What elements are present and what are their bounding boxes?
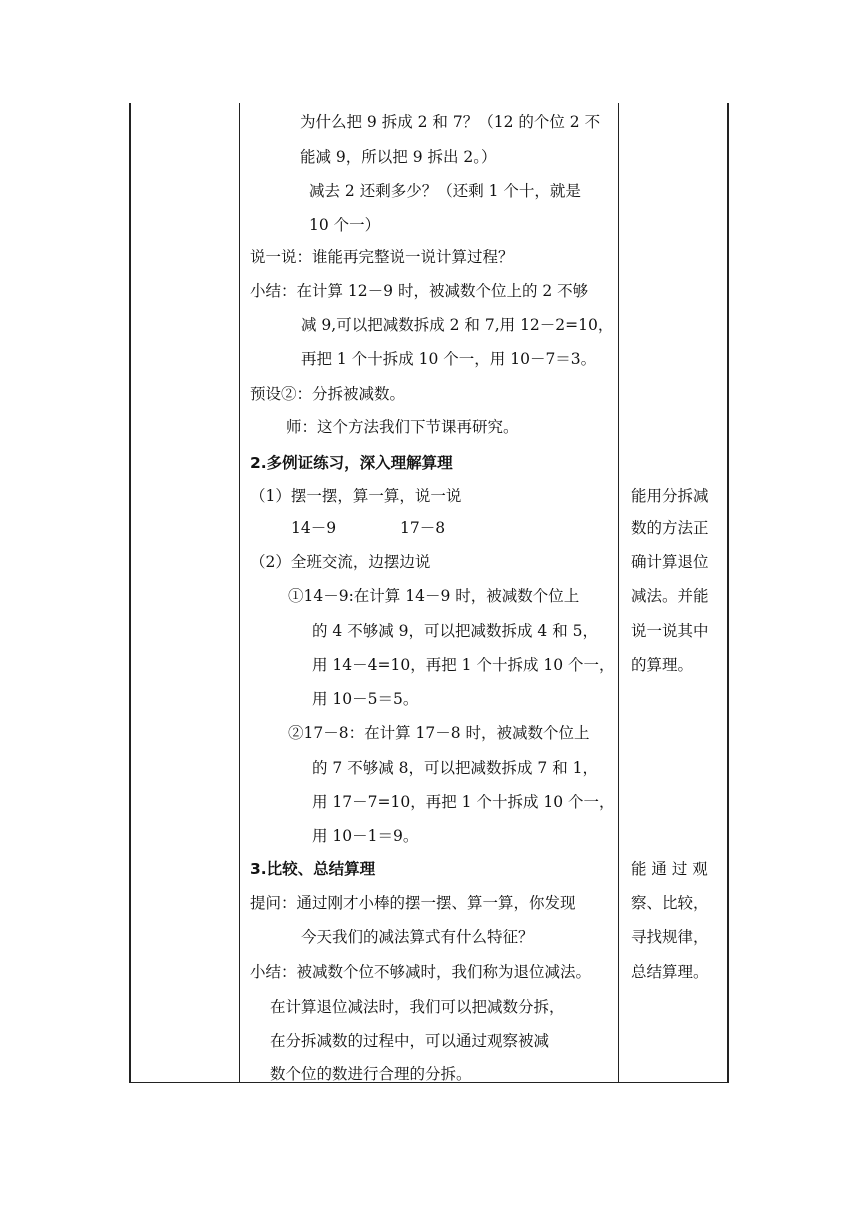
text-line: 的 7 不够减 8，可以把减数拆成 7 和 1， bbox=[312, 759, 599, 777]
text-line: 预设②：分拆被减数。 bbox=[250, 385, 406, 403]
text-line: 用 10－5＝5。 bbox=[312, 690, 419, 708]
text-line: ①14－9:在计算 14－9 时，被减数个位上 bbox=[288, 587, 580, 605]
intent-line: 说一说其中 bbox=[631, 622, 709, 640]
intent-line: 寻找规律， bbox=[631, 928, 709, 946]
text-line: 减去 2 还剩多少？（还剩 1 个十，就是 bbox=[309, 182, 581, 200]
text-line: 在计算退位减法时，我们可以把减数分拆， bbox=[270, 998, 565, 1016]
text-line: 今天我们的减法算式有什么特征？ bbox=[301, 928, 534, 946]
intent-line: 察、比较， bbox=[631, 894, 709, 912]
text-line: 小结：在计算 12－9 时，被减数个位上的 2 不够 bbox=[250, 282, 589, 300]
text-line: 10 个一） bbox=[309, 216, 381, 234]
text-line: 在分拆减数的过程中，可以通过观察被减 bbox=[270, 1032, 550, 1050]
text-line: 师：这个方法我们下节课再研究。 bbox=[286, 418, 519, 436]
intent-line: 减法。并能 bbox=[631, 587, 709, 605]
text-line: 减 9,可以把减数拆成 2 和 7,用 12－2=10， bbox=[301, 316, 614, 334]
intent-line: 数的方法正 bbox=[631, 519, 709, 537]
text-line: 用 10－1＝9。 bbox=[312, 827, 419, 845]
table-border-left bbox=[129, 103, 131, 1083]
intent-line: 总结算理。 bbox=[631, 963, 709, 981]
column-design-intent bbox=[619, 103, 729, 1083]
text-line: 再把 1 个十拆成 10 个一，用 10－7＝3。 bbox=[301, 350, 597, 368]
text-line: 为什么把 9 拆成 2 和 7？（12 的个位 2 不 bbox=[300, 113, 601, 131]
expression: 14－9 bbox=[291, 519, 337, 537]
text-line: 能减 9，所以把 9 拆出 2。） bbox=[300, 148, 497, 166]
text-line: （2）全班交流，边摆边说 bbox=[250, 553, 431, 571]
text-line: 说一说：谁能再完整说一说计算过程？ bbox=[250, 248, 514, 266]
lesson-table bbox=[129, 103, 729, 1083]
column-teaching-process bbox=[240, 103, 619, 1083]
text-line: ②17－8：在计算 17－8 时，被减数个位上 bbox=[288, 724, 590, 742]
section-heading: 2.多例证练习，深入理解算理 bbox=[250, 454, 453, 472]
text-line: 用 14－4=10，再把 1 个十拆成 10 个一， bbox=[312, 656, 615, 674]
text-line: 提问：通过刚才小棒的摆一摆、算一算，你发现 bbox=[250, 894, 576, 912]
intent-line: 能用分拆减 bbox=[631, 487, 709, 505]
section-heading: 3.比较、总结算理 bbox=[250, 860, 376, 878]
text-line: 小结：被减数个位不够减时，我们称为退位减法。 bbox=[250, 963, 592, 981]
intent-line: 的算理。 bbox=[631, 656, 694, 674]
expression: 17－8 bbox=[400, 519, 446, 537]
text-line: 的 4 不够减 9，可以把减数拆成 4 和 5， bbox=[312, 622, 599, 640]
intent-line: 能 通 过 观 bbox=[631, 860, 708, 878]
text-line: 用 17－7=10，再把 1 个十拆成 10 个一， bbox=[312, 793, 615, 811]
text-line: （1）摆一摆，算一算，说一说 bbox=[250, 487, 462, 505]
text-line: 数个位的数进行合理的分拆。 bbox=[270, 1065, 472, 1083]
intent-line: 确计算退位 bbox=[631, 553, 709, 571]
